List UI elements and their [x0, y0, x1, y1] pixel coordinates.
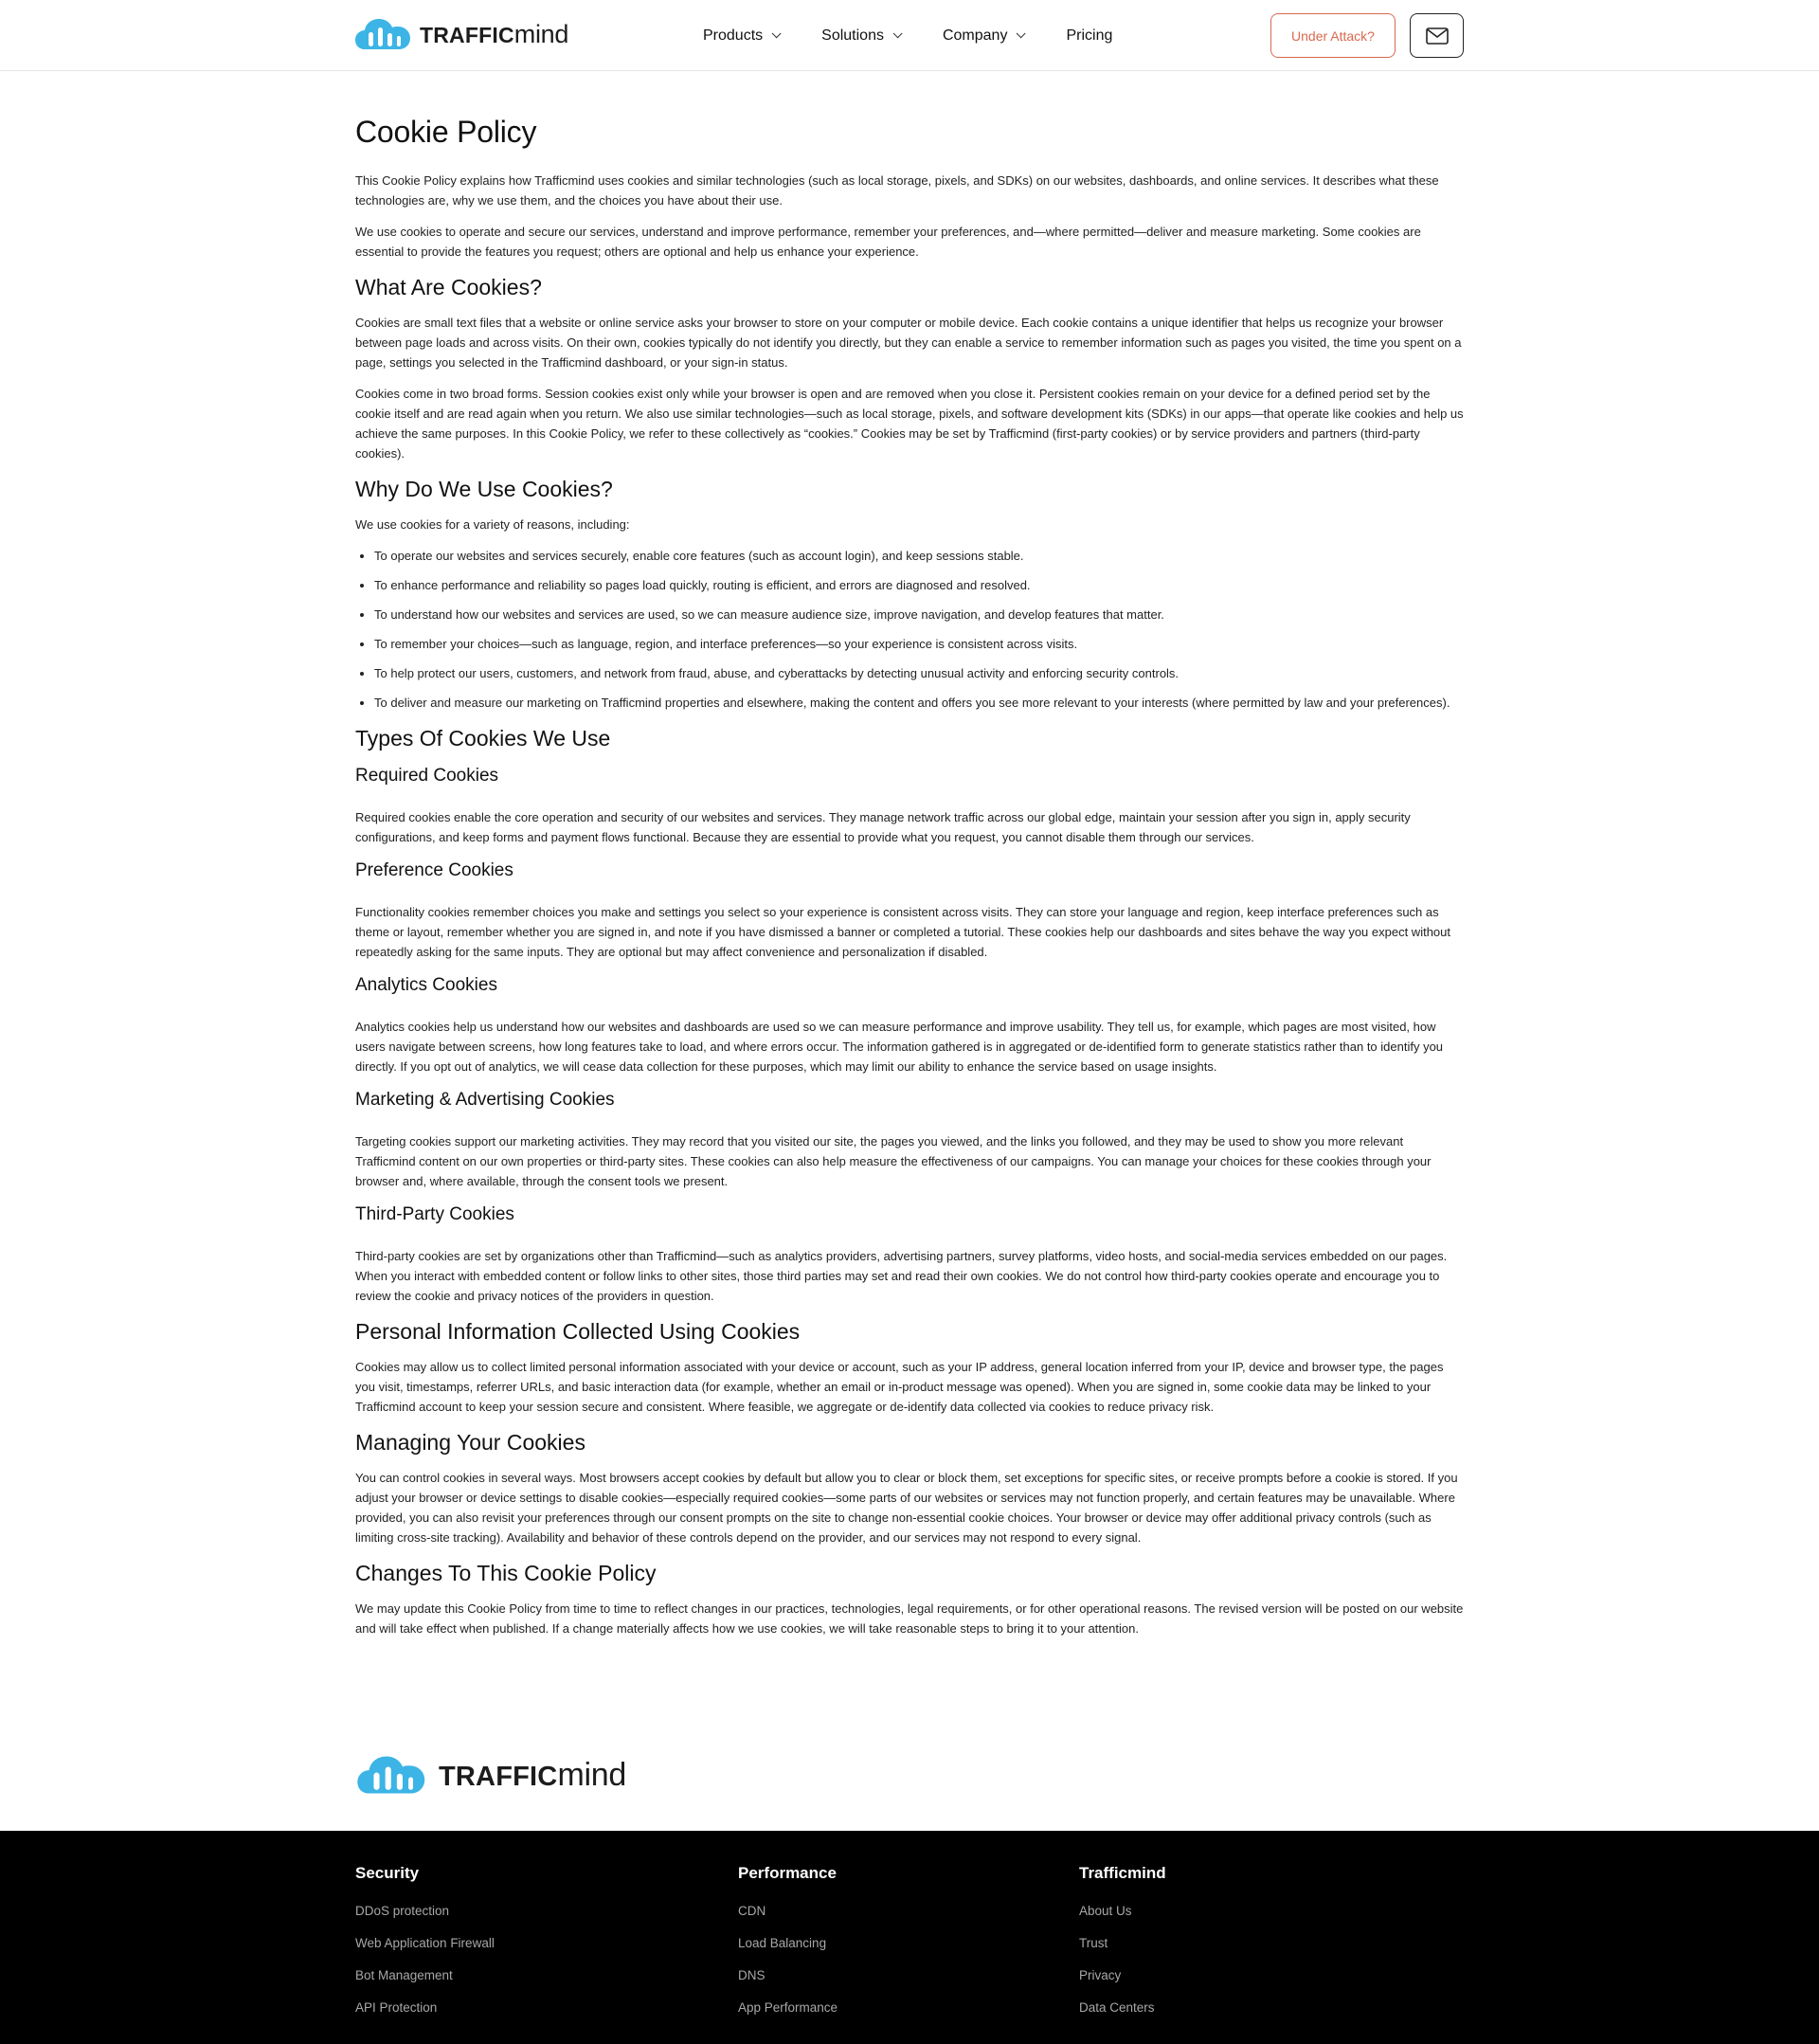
nav-pricing[interactable]: Pricing: [1066, 27, 1113, 44]
subheading-marketing: Marketing & Advertising Cookies: [355, 1090, 615, 1110]
page-title: Cookie Policy: [355, 115, 537, 149]
section-heading-types: Types Of Cookies We Use: [355, 726, 611, 751]
required-paragraph: Required cookies enable the core operation and security of our websites and services. They manage network traffic across our global edge, maintain your session after you sign in, apply security configurations, and keep forms and payment flows functional. Because they are essential to provide what you request, you cannot disable them through our services.: [355, 810, 1411, 844]
footer-link-data-centers[interactable]: Data Centers: [1079, 2000, 1155, 2015]
section-heading-why: Why Do We Use Cookies?: [355, 477, 613, 501]
footer-link-load-balancing[interactable]: Load Balancing: [738, 1936, 827, 1950]
logo-wordmark: TRAFFICmind: [439, 1757, 626, 1793]
footer-link-waf[interactable]: Web Application Firewall: [355, 1936, 495, 1950]
what-paragraph-2: Cookies come in two broad forms. Session cookies exist only while your browser is open and are removed when you close it. Persistent cookies remain on your device for a defined period set by the cookie itself and are read again when you return. We also use similar technologies—such as local storage, pixels, and software development kits (SDKs) in our apps—that operate like cookies and help us achieve the same purposes. In this Cookie Policy, we refer to these collectively as “cookies.” Cookies may be set by Trafficmind (first-party cookies) or by service providers and partners (third-party cookies).: [355, 387, 1464, 461]
section-heading-personal: Personal Information Collected Using Cookies: [355, 1319, 801, 1344]
nav-products[interactable]: Products: [703, 27, 778, 45]
why-intro: We use cookies for a variety of reasons, including:: [355, 517, 630, 532]
subheading-preference: Preference Cookies: [355, 860, 513, 880]
list-item: • To enhance performance and reliability so pages load quickly, routing is efficient, and errors are diagnosed and resolved.: [374, 575, 1464, 595]
subheading-analytics: Analytics Cookies: [355, 975, 497, 995]
subheading-third-party: Third-Party Cookies: [355, 1204, 514, 1224]
why-list: [374, 546, 1464, 713]
footer-link-dns[interactable]: DNS: [738, 1968, 765, 1982]
nav-company[interactable]: Company: [943, 27, 1022, 45]
footer-link-api-protection[interactable]: API Protection: [355, 2000, 438, 2015]
marketing-paragraph: Targeting cookies support our marketing activities. They may record that you visited our site, the pages you viewed, and the links you followed, and they may be used to show you more relevant Trafficmind content on our own properties or third-party sites. These cookies can also help measure the effectiveness of our campaigns. You can manage your choices for these cookies through your browser and, where available, through the consent tools we present.: [355, 1134, 1432, 1188]
policy-content: [355, 112, 1464, 1650]
footer-column-performance: [738, 1863, 837, 2032]
footer-heading: Performance: [738, 1864, 837, 1882]
subheading-required: Required Cookies: [355, 766, 499, 786]
footer-heading: Trafficmind: [1079, 1864, 1166, 1882]
list-item: • To understand how our websites and services are used, so we can measure audience size, improve navigation, and develop features that matter.: [374, 605, 1464, 624]
personal-paragraph: Cookies may allow us to collect limited personal information associated with your device or account, such as your IP address, general location inferred from your IP, device and browser type, the pages you visit, timestamps, referrer URLs, and basic interaction data (for example, whether an email or in-product message was opened). When you are signed in, some cookie data may be linked to your Trafficmind account to keep your session secure and consistent. Where feasible, we aggregate or de-identify data collected via cookies to reduce privacy risk.: [355, 1360, 1444, 1414]
under-attack-button[interactable]: Under Attack?: [1270, 13, 1396, 58]
what-paragraph-1: Cookies are small text files that a website or online service asks your browser to store on your computer or mobile device. Each cookie contains a unique identifier that helps us recognize your browser between page loads and across visits. On their own, cookies typically do not identify you directly, but they can enable a service to remember information such as pages you visited, the time you spent on a page, settings you selected in the Trafficmind dashboard, or your sign-in status.: [355, 316, 1462, 370]
third-party-paragraph: Third-party cookies are set by organizations other than Trafficmind—such as analytics providers, advertising partners, survey platforms, video hosts, and social-media services embedded on our pages. When you interact with embedded content or follow links to other sites, those third parties may set and read their own cookies. We do not control how third-party cookies operate and encourage you to review the cookie and privacy notices of the providers in question.: [355, 1249, 1448, 1303]
footer-link-privacy[interactable]: Privacy: [1079, 1968, 1122, 1982]
chevron-down-icon: [1017, 28, 1026, 38]
footer-column-trafficmind: [1079, 1863, 1166, 2032]
analytics-paragraph: Analytics cookies help us understand how our websites and dashboards are used so we can measure performance and improve usability. They tell us, for example, which pages are most visited, how users navigate between screens, how long features take to load, and where errors occur. The information gathered is in aggregated or de-identified form to generate statistics rather than to identify you directly. If you opt out of analytics, we will cease data collection for these purposes, which may limit our ability to enhance the service based on usage insights.: [355, 1020, 1444, 1074]
footer-heading: Security: [355, 1864, 420, 1882]
list-item: • To deliver and measure our marketing on Trafficmind properties and elsewhere, making the content and offers you see more relevant to your interests (where permitted by law and your preferences).: [374, 693, 1464, 713]
preference-paragraph: Functionality cookies remember choices you make and settings you select so your experience is consistent across visits. They can store your language and region, keep interface preferences such as theme or layout, remember whether you are signed in, and note if you have dismissed a banner or completed a tutorial. These cookies help our dashboards and sites behave the way you expect without repeatedly asking for the same inputs. They are optional but may affect convenience and personalization if disabled.: [355, 905, 1450, 959]
list-item: • To help protect our users, customers, and network from fraud, abuse, and cyberattacks by detecting unusual activity and enforcing security controls.: [374, 663, 1464, 683]
list-item: • To operate our websites and services securely, enable core features (such as account login), and keep sessions stable.: [374, 546, 1464, 566]
list-item: • To remember your choices—such as language, region, and interface preferences—so your experience is consistent across visits.: [374, 634, 1464, 654]
main-nav: [703, 0, 1112, 71]
logo-wordmark: TRAFFICmind: [420, 19, 569, 48]
footer-column-security: [355, 1863, 495, 2032]
envelope-icon: [1426, 27, 1449, 45]
chevron-down-icon: [772, 28, 782, 38]
footer-logo[interactable]: [355, 1754, 626, 1796]
footer-link-cdn[interactable]: CDN: [738, 1904, 766, 1918]
footer-link-app-performance[interactable]: App Performance: [738, 2000, 838, 2015]
section-heading-changes: Changes To This Cookie Policy: [355, 1561, 657, 1585]
section-heading-managing: Managing Your Cookies: [355, 1430, 585, 1455]
contact-mail-button[interactable]: [1410, 13, 1464, 58]
nav-solutions[interactable]: Solutions: [821, 27, 899, 45]
changes-paragraph: We may update this Cookie Policy from time to time to reflect changes in our practices, technologies, legal requirements, or for other operational reasons. The revised version will be posted on our website and will take effect when published. If a change materially affects how we use cookies, we will take reasonable steps to bring it to your attention.: [355, 1601, 1464, 1636]
section-heading-what: What Are Cookies?: [355, 275, 542, 299]
site-header: [0, 0, 1819, 71]
managing-paragraph: You can control cookies in several ways. Most browsers accept cookies by default but allow you to clear or block them, set exceptions for specific sites, or receive prompts before a cookie is stored. If you adjust your browser or device settings to disable cookies—especially required cookies—some parts of our websites or services may not function properly, and certain features may be unavailable. Where provided, you can also revisit your preferences through our consent prompts on the site to change non-essential cookie choices. Your browser or device may offer additional privacy controls (such as limiting cross-site tracking). Availability and behavior of these controls depend on the provider, and our services may not respond to every signal.: [355, 1471, 1458, 1545]
site-footer: [0, 1831, 1819, 2044]
footer-link-bot-management[interactable]: Bot Management: [355, 1968, 453, 1982]
footer-link-about-us[interactable]: About Us: [1079, 1904, 1132, 1918]
trafficmind-logo[interactable]: [355, 16, 568, 52]
intro-paragraph-1: This Cookie Policy explains how Trafficmind uses cookies and similar technologies (such as local storage, pixels, and SDKs) on our websites, dashboards, and online services. It describes what these technologies are, why we use them, and the choices you have about their use.: [355, 173, 1439, 208]
cloud-bars-icon: [355, 17, 412, 51]
footer-link-trust[interactable]: Trust: [1079, 1936, 1108, 1950]
chevron-down-icon: [893, 28, 903, 38]
footer-link-ddos[interactable]: DDoS protection: [355, 1904, 450, 1918]
cloud-bars-icon: [355, 1754, 429, 1796]
intro-paragraph-2: We use cookies to operate and secure our services, understand and improve performance, remember your preferences, and—where permitted—deliver and measure marketing. Some cookies are essential to provide the features you request; others are optional and help us enhance your experience.: [355, 225, 1421, 259]
